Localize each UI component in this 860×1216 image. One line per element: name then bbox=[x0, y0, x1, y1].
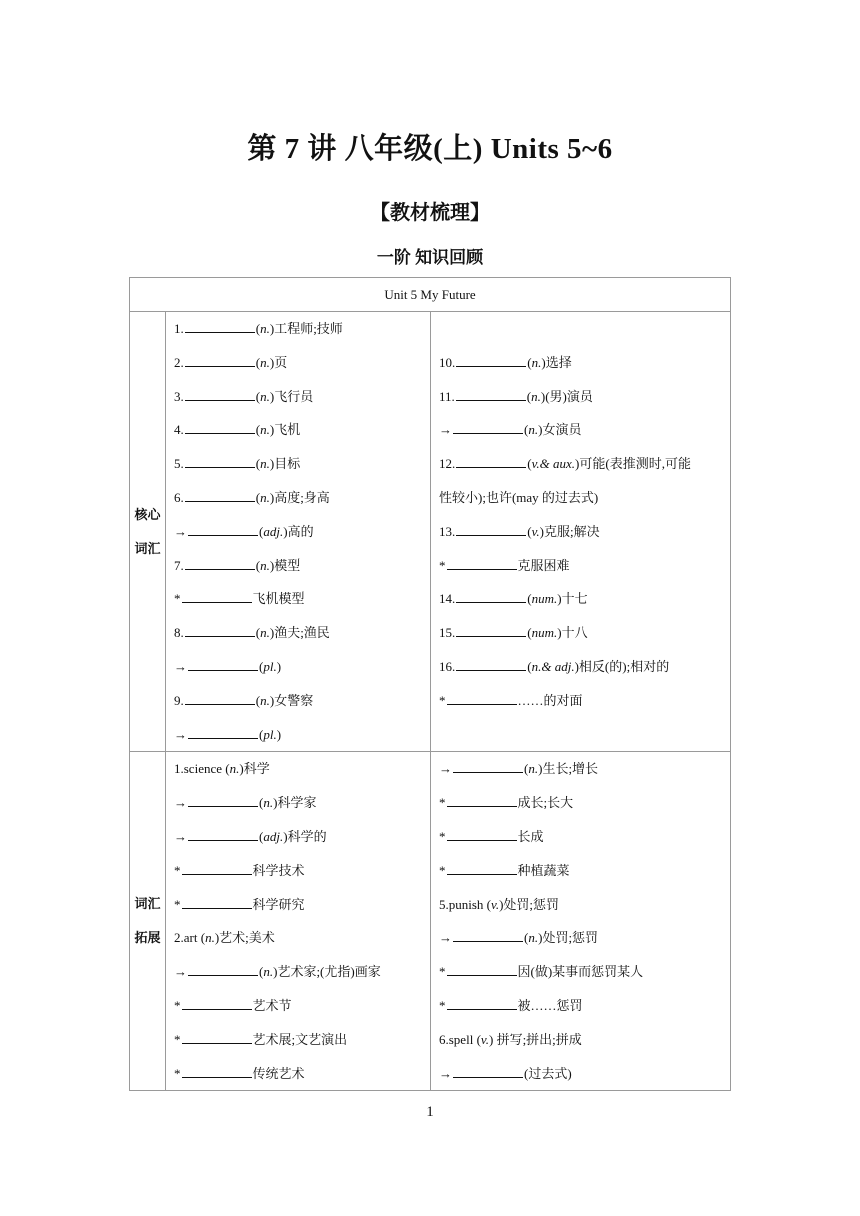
item-prefix: * bbox=[439, 557, 446, 573]
item-prefix: 5. bbox=[174, 456, 184, 472]
pos-close: ) bbox=[276, 658, 282, 674]
pos-close: ) bbox=[269, 557, 275, 573]
expand-right-column bbox=[431, 752, 731, 1091]
pos-close: ) bbox=[557, 591, 562, 607]
item-meaning: 克服困难 bbox=[517, 557, 570, 573]
answer-blank[interactable] bbox=[185, 489, 255, 502]
item-prefix: → bbox=[174, 964, 187, 980]
item-meaning: 目标 bbox=[274, 456, 301, 472]
answer-blank[interactable] bbox=[185, 624, 255, 637]
vocab-item bbox=[439, 515, 724, 549]
item-meaning: 十七 bbox=[561, 591, 588, 607]
vocab-item bbox=[439, 955, 724, 989]
answer-blank[interactable] bbox=[188, 523, 258, 536]
pos-open: ( bbox=[259, 726, 264, 742]
vocab-item bbox=[174, 718, 424, 752]
pos-close: ) bbox=[488, 1031, 494, 1047]
item-meaning: 生长;增长 bbox=[542, 761, 599, 777]
part-of-speech: n. bbox=[260, 321, 270, 336]
answer-blank[interactable] bbox=[447, 997, 517, 1010]
item-meaning: 相反(的);相对的 bbox=[578, 658, 670, 674]
section-heading: 【教材梳理】 bbox=[370, 202, 490, 224]
item-prefix: 10. bbox=[439, 354, 456, 370]
pos-close: ) bbox=[269, 422, 275, 438]
pos-close: ) bbox=[269, 456, 275, 472]
part-of-speech: num. bbox=[531, 591, 558, 607]
vocab-item bbox=[174, 650, 424, 684]
item-meaning: 科学技术 bbox=[252, 862, 305, 878]
pos-open: ( bbox=[255, 489, 261, 505]
item-prefix: 13. bbox=[439, 523, 456, 539]
part-of-speech: num. bbox=[531, 625, 558, 641]
vocab-item bbox=[439, 1057, 724, 1091]
answer-blank[interactable] bbox=[456, 523, 526, 536]
item-text: 性较小);也许(may 的过去式) bbox=[439, 489, 599, 505]
pos-close: ) bbox=[538, 930, 543, 946]
item-prefix: → bbox=[439, 422, 452, 438]
pos-open: ( bbox=[259, 658, 264, 674]
answer-blank[interactable] bbox=[185, 354, 255, 367]
expand-vocab-label bbox=[130, 752, 166, 1091]
vocab-item bbox=[439, 413, 724, 447]
item-meaning: 高度;身高 bbox=[274, 489, 330, 505]
pos-close: ) bbox=[269, 354, 275, 370]
item-prefix: → bbox=[174, 828, 187, 844]
pos-close: ) bbox=[538, 761, 543, 777]
item-prefix: * bbox=[439, 997, 446, 1013]
pos-open: ( bbox=[527, 354, 532, 370]
item-prefix: → bbox=[174, 795, 187, 811]
core-vocab-row bbox=[130, 312, 731, 752]
headword: 5.punish bbox=[439, 896, 487, 912]
pos-close: ) bbox=[574, 658, 579, 674]
pos-open: ( bbox=[527, 625, 532, 641]
pos-open: ( bbox=[524, 761, 529, 777]
item-prefix: * bbox=[439, 795, 446, 811]
part-of-speech: n. bbox=[229, 761, 240, 777]
vocab-item bbox=[174, 346, 424, 380]
answer-blank[interactable] bbox=[456, 455, 526, 468]
answer-blank[interactable] bbox=[185, 421, 255, 434]
answer-blank[interactable] bbox=[188, 726, 258, 739]
pos-close: ) bbox=[539, 523, 544, 539]
pos-open: ( bbox=[524, 930, 529, 946]
part-of-speech: adj. bbox=[263, 828, 284, 844]
answer-blank[interactable] bbox=[182, 1031, 252, 1044]
vocab-item bbox=[174, 854, 424, 888]
pos-open: ( bbox=[255, 354, 261, 370]
answer-blank[interactable] bbox=[182, 997, 252, 1010]
item-prefix: 11. bbox=[439, 388, 455, 404]
item-prefix: → bbox=[439, 761, 452, 777]
vocab-item bbox=[439, 888, 724, 922]
item-meaning: 艺术;美术 bbox=[219, 930, 275, 946]
part-of-speech: n. bbox=[531, 388, 541, 404]
core-left-column bbox=[166, 312, 431, 752]
vocab-item bbox=[174, 888, 424, 922]
vocab-item bbox=[174, 616, 424, 650]
item-prefix: * bbox=[174, 896, 181, 912]
page-title: 第 7 讲 八年级(上) Units 5~6 bbox=[247, 133, 613, 165]
answer-blank[interactable] bbox=[182, 1065, 252, 1078]
expand-vocab-row bbox=[130, 752, 731, 1091]
answer-blank[interactable] bbox=[185, 557, 255, 570]
item-prefix: 1. bbox=[174, 321, 184, 336]
vocab-item bbox=[439, 921, 724, 955]
answer-blank[interactable] bbox=[453, 1065, 523, 1078]
pos-open: ( bbox=[527, 591, 532, 607]
pos-open: ( bbox=[526, 388, 532, 404]
item-meaning: 因(做)某事而惩罚某人 bbox=[517, 964, 644, 980]
item-meaning: 科学的 bbox=[287, 828, 327, 844]
item-meaning: 模型 bbox=[274, 557, 301, 573]
item-prefix: 15. bbox=[439, 625, 456, 641]
pos-close: ) bbox=[575, 456, 580, 472]
vocab-item bbox=[439, 1023, 724, 1057]
pos-open: ( bbox=[527, 658, 532, 674]
vocab-item bbox=[174, 684, 424, 718]
pos-close: ) bbox=[269, 692, 275, 708]
answer-blank[interactable] bbox=[188, 658, 258, 671]
pos-close: ) bbox=[269, 321, 275, 336]
vocab-item bbox=[439, 989, 724, 1023]
pos-close: ) bbox=[541, 354, 546, 370]
item-prefix: → bbox=[439, 930, 452, 946]
item-prefix: 4. bbox=[174, 422, 184, 438]
vocab-item bbox=[174, 380, 424, 414]
item-meaning: 飞机模型 bbox=[252, 591, 305, 607]
pos-close: ) bbox=[499, 896, 504, 912]
answer-blank[interactable] bbox=[188, 963, 258, 976]
answer-blank[interactable] bbox=[188, 828, 258, 841]
pos-open: ( bbox=[259, 523, 264, 539]
part-of-speech: adj. bbox=[263, 523, 284, 539]
headword: 2.art bbox=[174, 930, 201, 946]
page-number: 1 bbox=[426, 1104, 434, 1120]
pos-close: ) bbox=[269, 388, 275, 404]
answer-blank[interactable] bbox=[456, 658, 526, 671]
answer-blank[interactable] bbox=[182, 590, 252, 603]
part-of-speech: n. bbox=[528, 930, 539, 946]
answer-blank[interactable] bbox=[447, 963, 517, 976]
answer-blank[interactable] bbox=[447, 557, 517, 570]
vocab-item bbox=[439, 447, 724, 481]
vocab-item bbox=[439, 481, 724, 515]
item-meaning: 成长;长大 bbox=[517, 795, 574, 811]
part-of-speech: n. bbox=[260, 354, 270, 370]
item-prefix: * bbox=[439, 828, 446, 844]
item-meaning: 科学家 bbox=[277, 795, 317, 811]
part-of-speech: n. bbox=[260, 489, 270, 505]
vocab-item bbox=[174, 447, 424, 481]
part-of-speech: n. bbox=[263, 964, 274, 980]
item-meaning: 艺术展;文艺演出 bbox=[252, 1031, 348, 1047]
item-meaning: 飞行员 bbox=[274, 388, 314, 404]
part-of-speech: v. bbox=[531, 523, 540, 539]
vocab-item bbox=[439, 854, 724, 888]
pos-close: ) bbox=[540, 388, 546, 404]
item-prefix: * bbox=[174, 1031, 181, 1047]
item-meaning: 拼写;拼出;拼成 bbox=[493, 1031, 582, 1047]
item-prefix: 12. bbox=[439, 456, 456, 472]
part-of-speech: v. bbox=[480, 1031, 489, 1047]
vocab-item bbox=[174, 786, 424, 820]
part-of-speech: n. bbox=[528, 422, 539, 438]
part-of-speech: n. bbox=[205, 930, 215, 946]
item-prefix: * bbox=[439, 964, 446, 980]
pos-open: ( bbox=[255, 625, 261, 641]
item-prefix: * bbox=[174, 591, 181, 607]
item-prefix: 3. bbox=[174, 388, 184, 404]
item-prefix: 7. bbox=[174, 557, 184, 573]
item-meaning: 处罚;惩罚 bbox=[542, 930, 599, 946]
part-of-speech: n. bbox=[528, 761, 539, 777]
vocab-item bbox=[174, 481, 424, 515]
item-prefix: → bbox=[439, 1065, 452, 1081]
vocab-item bbox=[174, 989, 424, 1023]
item-prefix: 8. bbox=[174, 625, 184, 641]
vocab-item bbox=[439, 684, 724, 718]
answer-blank[interactable] bbox=[185, 455, 255, 468]
part-of-speech: n. bbox=[263, 795, 274, 811]
headword: 6.spell bbox=[439, 1031, 477, 1047]
item-meaning: (男)演员 bbox=[545, 388, 593, 404]
category-label-line: 词汇 bbox=[134, 896, 161, 912]
pos-open: ( bbox=[259, 964, 264, 980]
answer-blank[interactable] bbox=[447, 692, 517, 705]
item-prefix: 6. bbox=[174, 489, 184, 505]
item-meaning: 传统艺术 bbox=[252, 1065, 305, 1081]
vocab-item bbox=[439, 820, 724, 854]
item-prefix: * bbox=[174, 862, 181, 878]
answer-blank[interactable] bbox=[453, 760, 523, 773]
pos-open: ( bbox=[259, 795, 264, 811]
pos-close: ) bbox=[269, 625, 275, 641]
answer-blank[interactable] bbox=[182, 896, 252, 909]
category-label-line: 词汇 bbox=[134, 540, 161, 556]
subsection-heading: 一阶 知识回顾 bbox=[376, 248, 484, 267]
item-meaning: 可能(表推测时,可能 bbox=[579, 456, 691, 472]
pos-open: ( bbox=[255, 692, 261, 708]
item-prefix: 2. bbox=[174, 354, 184, 370]
pos-open: ( bbox=[476, 1031, 481, 1047]
pos-close: ) bbox=[283, 523, 288, 539]
vocab-item bbox=[174, 955, 424, 989]
answer-blank[interactable] bbox=[447, 862, 517, 875]
item-meaning: 高的 bbox=[287, 523, 314, 539]
part-of-speech: pl. bbox=[263, 726, 277, 742]
part-of-speech: n. bbox=[260, 692, 270, 708]
part-of-speech: n. bbox=[260, 388, 270, 404]
answer-blank[interactable] bbox=[447, 828, 517, 841]
pos-open: ( bbox=[255, 456, 261, 472]
item-prefix: → bbox=[174, 658, 187, 674]
item-meaning: 选择 bbox=[545, 354, 572, 370]
pos-close: ) bbox=[269, 489, 275, 505]
answer-blank[interactable] bbox=[453, 421, 523, 434]
answer-blank[interactable] bbox=[185, 692, 255, 705]
part-of-speech: pl. bbox=[263, 658, 277, 674]
vocab-item bbox=[174, 582, 424, 616]
core-right-column bbox=[431, 312, 731, 752]
pos-close: ) bbox=[538, 422, 543, 438]
answer-blank[interactable] bbox=[456, 388, 526, 401]
part-of-speech: n.& adj. bbox=[531, 658, 575, 674]
vocab-item bbox=[174, 820, 424, 854]
pos-close: ) bbox=[239, 761, 244, 777]
item-prefix: * bbox=[439, 692, 446, 708]
pos-close: ) bbox=[276, 726, 282, 742]
vocab-item bbox=[439, 549, 724, 583]
vocab-item bbox=[439, 616, 724, 650]
item-prefix: * bbox=[439, 862, 446, 878]
item-meaning: 艺术节 bbox=[252, 997, 292, 1013]
vocab-item bbox=[439, 650, 724, 684]
vocab-item bbox=[174, 515, 424, 549]
answer-blank[interactable] bbox=[182, 862, 252, 875]
vocab-item bbox=[174, 1023, 424, 1057]
category-label-line: 核心 bbox=[134, 506, 161, 522]
item-meaning: 科学研究 bbox=[252, 896, 305, 912]
pos-open: ( bbox=[255, 422, 261, 438]
part-of-speech: n. bbox=[531, 354, 542, 370]
item-meaning: (过去式) bbox=[524, 1065, 572, 1081]
vocab-table bbox=[129, 277, 731, 1091]
item-prefix: → bbox=[174, 726, 187, 742]
item-meaning: 页 bbox=[274, 354, 288, 370]
item-meaning: ……的对面 bbox=[517, 692, 583, 708]
item-meaning: 科学 bbox=[243, 761, 270, 777]
vocab-item bbox=[174, 921, 424, 955]
pos-close: ) bbox=[273, 964, 278, 980]
item-meaning: 艺术家;(尤指)画家 bbox=[277, 964, 381, 980]
vocab-item bbox=[439, 718, 724, 752]
answer-blank[interactable] bbox=[456, 624, 526, 637]
vocab-item bbox=[174, 549, 424, 583]
item-meaning: 处罚;惩罚 bbox=[503, 896, 560, 912]
answer-blank[interactable] bbox=[447, 794, 517, 807]
item-prefix: * bbox=[174, 1065, 181, 1081]
pos-open: ( bbox=[200, 930, 206, 946]
part-of-speech: n. bbox=[260, 625, 270, 641]
pos-close: ) bbox=[557, 625, 562, 641]
pos-open: ( bbox=[255, 557, 261, 573]
pos-open: ( bbox=[524, 422, 529, 438]
answer-blank[interactable] bbox=[453, 929, 523, 942]
part-of-speech: n. bbox=[260, 557, 270, 573]
pos-close: ) bbox=[283, 828, 288, 844]
answer-blank[interactable] bbox=[456, 354, 526, 367]
core-vocab-label bbox=[130, 312, 166, 752]
part-of-speech: n. bbox=[260, 456, 270, 472]
item-meaning: 十八 bbox=[561, 625, 588, 641]
answer-blank[interactable] bbox=[185, 388, 255, 401]
item-meaning: 工程师;技师 bbox=[274, 321, 343, 336]
part-of-speech: v. bbox=[491, 896, 500, 912]
headword: 1.science bbox=[174, 761, 226, 777]
part-of-speech: n. bbox=[260, 422, 270, 438]
category-label-line: 拓展 bbox=[134, 930, 161, 946]
pos-open: ( bbox=[255, 388, 261, 404]
item-meaning: 渔夫;渔民 bbox=[274, 625, 330, 641]
vocab-item bbox=[174, 752, 424, 786]
vocab-item bbox=[439, 582, 724, 616]
item-meaning: 种植蔬菜 bbox=[517, 862, 570, 878]
item-meaning: 飞机 bbox=[274, 422, 301, 438]
answer-blank[interactable] bbox=[456, 590, 526, 603]
pos-close: ) bbox=[273, 795, 278, 811]
item-meaning: 女警察 bbox=[274, 692, 314, 708]
vocab-item bbox=[439, 380, 724, 414]
answer-blank[interactable] bbox=[188, 794, 258, 807]
vocab-item bbox=[439, 786, 724, 820]
item-prefix: 14. bbox=[439, 591, 456, 607]
answer-blank[interactable] bbox=[185, 320, 255, 333]
item-prefix: * bbox=[174, 997, 181, 1013]
vocab-item bbox=[174, 312, 424, 346]
item-meaning: 被……惩罚 bbox=[517, 997, 583, 1013]
item-prefix: 16. bbox=[439, 658, 456, 674]
vocab-item bbox=[439, 312, 724, 346]
pos-open: ( bbox=[225, 761, 230, 777]
item-meaning: 长成 bbox=[517, 828, 544, 844]
pos-close: ) bbox=[214, 930, 220, 946]
item-meaning: 克服;解决 bbox=[544, 523, 600, 539]
pos-open: ( bbox=[255, 321, 261, 336]
part-of-speech: v.& aux. bbox=[531, 456, 576, 472]
vocab-item bbox=[174, 1057, 424, 1091]
pos-open: ( bbox=[527, 523, 532, 539]
vocab-item bbox=[439, 346, 724, 380]
item-prefix: 9. bbox=[174, 692, 184, 708]
pos-open: ( bbox=[259, 828, 264, 844]
pos-open: ( bbox=[486, 896, 492, 912]
item-meaning: 女演员 bbox=[542, 422, 582, 438]
table-header-row bbox=[130, 278, 731, 312]
item-prefix: → bbox=[174, 523, 187, 539]
vocab-item bbox=[439, 752, 724, 786]
pos-open: ( bbox=[527, 456, 532, 472]
unit-header: Unit 5 My Future bbox=[130, 278, 731, 312]
vocab-item bbox=[174, 413, 424, 447]
expand-left-column bbox=[166, 752, 431, 1091]
